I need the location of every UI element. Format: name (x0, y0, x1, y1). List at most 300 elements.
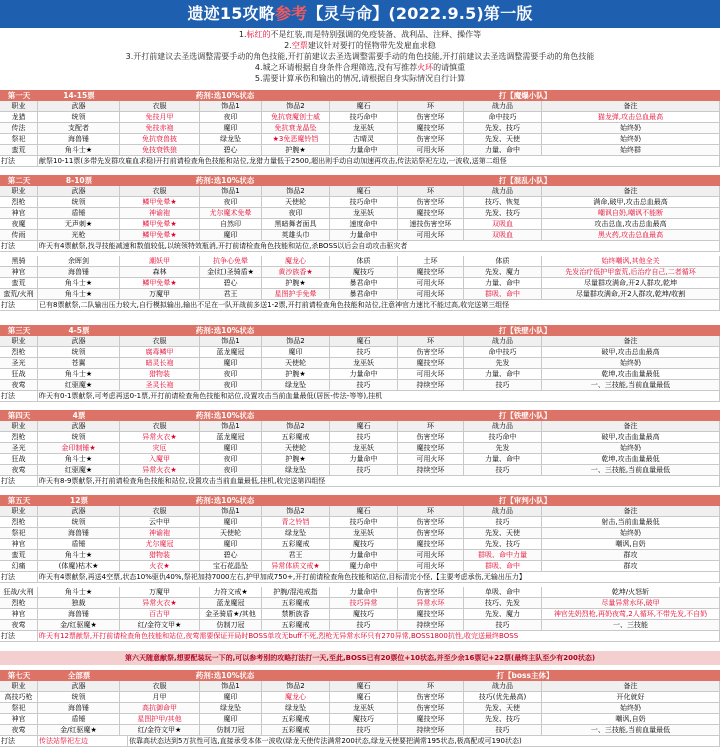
table-cell: 高抗御命甲 (120, 703, 200, 714)
column-header-row (0, 506, 720, 517)
table-row (0, 432, 720, 443)
table-cell: 开化就好 (542, 692, 720, 703)
table-cell: 速度命中 (330, 219, 398, 230)
note-line: 4.城之环请根据自身条件合理筛选,没有写推荐火环的请慎重 (254, 63, 466, 72)
table-cell: 龙巫妖 (330, 528, 398, 539)
table-cell: 先发、天使 (464, 528, 542, 539)
column-header: 饰品1 (200, 186, 262, 197)
table-cell: 神官 (0, 609, 38, 620)
table-cell: 烈枪 (0, 432, 38, 443)
table-cell: 烈枪 (0, 197, 38, 208)
table-cell: 禁断族香 (262, 609, 330, 620)
table-cell: 命中技巧 (464, 347, 542, 358)
table-cell: 魔印 (200, 123, 262, 134)
column-header: 职业 (0, 186, 38, 197)
table-cell: 技巧 (464, 465, 542, 476)
table-cell: 神谕袍 (120, 208, 200, 219)
column-header: 衣服 (120, 681, 200, 692)
tactic-label: 打法 (0, 631, 38, 642)
column-header: 战力品 (464, 506, 542, 517)
table-cell: 五彩魔戒 (262, 620, 330, 631)
day-header-cell: 14-15票 (63, 91, 95, 100)
day-section (0, 410, 720, 487)
table-cell: 一、三技能,当前血量最低 (542, 725, 720, 736)
table-row (0, 358, 720, 369)
table-row (0, 550, 720, 561)
table-cell: 狂战/火刑 (0, 587, 38, 598)
table-cell: 天使轮 (200, 528, 262, 539)
table-cell: 角斗士★ (38, 454, 120, 465)
table-cell: 尽量群攻满命,开2人群攻,乾坤 (542, 278, 720, 289)
table-cell: 异常火衣★ (120, 432, 200, 443)
table-cell: 夜印 (200, 380, 262, 391)
day-header-cell: 全部票 (67, 671, 91, 680)
column-header: 武器 (38, 506, 120, 517)
tactic-label: 打法 (0, 476, 38, 487)
table-cell: 魔技巧 (330, 267, 398, 278)
column-header: 备注 (542, 186, 720, 197)
day-header-cell: 8-10票 (65, 176, 93, 185)
table-cell: 夜印 (200, 369, 262, 380)
day-header-cell: 打【铁壁小队】 (498, 411, 552, 420)
table-cell: 始终群 (542, 145, 720, 156)
table-cell: 破甲,攻击血量最高 (542, 432, 720, 443)
tactic-text: 昨天有12票献祭,开打前请检查角色技能和站位,夜莺需要保证开局时BOSS单攻无buff不死,烈枪无异常水环只有270异常,BOSS1800抗性,收完送最终BOSS (38, 631, 720, 642)
table-cell: 角斗士★ (38, 145, 120, 156)
table-row (0, 197, 720, 208)
table-row (0, 123, 720, 134)
table-cell: 魔技空环 (398, 714, 464, 725)
table-cell: 始终奶 (542, 358, 720, 369)
column-header: 武器 (38, 421, 120, 432)
table-cell: 嘲讽,自奶 (542, 539, 720, 550)
table-cell: 伤害空环 (398, 587, 464, 598)
column-header-row (0, 186, 720, 197)
table-row (0, 598, 720, 609)
day-header-cell: 打【boss主体】 (496, 671, 554, 680)
table-cell: 红/金符文甲★ (120, 620, 200, 631)
table-cell: 猫龙弹,攻击总血最高 (542, 112, 720, 123)
note-line: 2.空票建议针对要打的怪物带先发雇血求稳 (284, 41, 436, 50)
day-header-cell: 打【审判小队】 (498, 496, 552, 505)
day-header-cell: 第三天 (7, 326, 31, 335)
table-cell: 圣光 (0, 443, 38, 454)
column-header: 衣服 (120, 421, 200, 432)
day-header (0, 670, 720, 681)
table-cell: 海兽锤 (38, 267, 120, 278)
table-cell: 星图护手免晕 (262, 289, 330, 300)
table-cell: 天使轮 (262, 197, 330, 208)
table-cell: 技巧 (330, 725, 398, 736)
table-cell: 无声刺★ (38, 219, 120, 230)
table-cell: 异常水环 (398, 598, 464, 609)
table-cell: 海兽锤 (38, 134, 120, 145)
table-cell: 先发 (464, 358, 542, 369)
table-cell: 魔技空环 (398, 208, 464, 219)
day-header-cell: 打【混乱小队】 (498, 176, 552, 185)
table-cell: 力量命中 (330, 587, 398, 598)
table-cell: 金/红驱魔★ (38, 725, 120, 736)
table-cell: 始终嘲讽,其他全关 (542, 256, 720, 267)
table-cell: 命中技巧 (464, 112, 542, 123)
table-cell: 蓝龙魔冠 (200, 432, 262, 443)
table-cell: 群吸、命中力量 (464, 550, 542, 561)
column-header: 魔石 (330, 506, 398, 517)
table-cell: 可用火环 (398, 369, 464, 380)
table-cell: 角斗士★ (38, 550, 120, 561)
table-cell: 绿龙坠 (262, 465, 330, 476)
column-header-row (0, 101, 720, 112)
table-cell: 先发、天使 (464, 703, 542, 714)
tactic-label: 打法 (0, 156, 38, 167)
table-cell: 伤害空环 (398, 703, 464, 714)
table-cell: 角斗士★ (38, 278, 120, 289)
table-cell: 红/金符文甲★ (120, 725, 200, 736)
table-cell: 力符文戒★ (200, 587, 262, 598)
table-row (0, 289, 720, 300)
column-header: 衣服 (120, 186, 200, 197)
table-cell: 统领 (38, 517, 120, 528)
table-row (0, 145, 720, 156)
table-cell: 始终奶 (542, 123, 720, 134)
table-cell: 英雄头巾 (262, 230, 330, 241)
table-row (0, 256, 720, 267)
table-cell: 龙巫妖 (330, 703, 398, 714)
notes-block (0, 29, 720, 87)
column-header: 饰品2 (262, 421, 330, 432)
table-cell: 海兽锤 (38, 609, 120, 620)
day-header (0, 495, 720, 506)
table-row (0, 230, 720, 241)
table-cell: 可用火环 (398, 289, 464, 300)
table-cell: 可用火环 (398, 561, 464, 572)
table-cell: 五彩魔戒 (262, 714, 330, 725)
table-cell: 独裁 (38, 598, 120, 609)
table-cell: 统领 (38, 692, 120, 703)
column-header: 饰品1 (200, 336, 262, 347)
table-cell: 夜魔 (0, 219, 38, 230)
tactic-label: 打法 (0, 572, 38, 583)
table-cell: 护腕★ (262, 278, 330, 289)
table-cell: 单吸、命中 (464, 587, 542, 598)
table-cell: 技巧异常 (330, 598, 398, 609)
table-cell: 绿龙坠 (262, 703, 330, 714)
day-header-cell: 12票 (70, 496, 88, 505)
table-cell: 夜莺 (0, 465, 38, 476)
table-cell: 鳞甲免晕★ (120, 230, 200, 241)
table-cell: 尽量群攻满命,开2人群攻,乾坤/收割 (542, 289, 720, 300)
table-cell: 龙巫妖 (330, 358, 398, 369)
column-header: 魔石 (330, 186, 398, 197)
table-cell: 猎物装 (120, 369, 200, 380)
table-row (0, 443, 720, 454)
table-cell: 角斗士★ (38, 587, 120, 598)
table-cell: 统领 (38, 347, 120, 358)
table-cell: 蓝龙魔冠 (200, 347, 262, 358)
table-cell: 群吸、命中 (464, 289, 542, 300)
table-cell: 神谕袍 (120, 528, 200, 539)
day6-banner: 第六天随意献祭,想要配装玩一下的,可以参考别的攻略打法打一天,至此,BOSS已有20票位+10状态,并至少余16票记+22票(最终主队至少有200状态) (0, 651, 720, 665)
column-header: 环 (398, 681, 464, 692)
table-cell: 护腕★ (262, 369, 330, 380)
table-cell: 技巧(优先最高) (464, 692, 542, 703)
tactic-row (0, 476, 720, 487)
table-cell: 龙巫妖 (330, 208, 398, 219)
table-cell: 技巧、先发 (464, 598, 542, 609)
table-cell: 乾坤,攻击血量最低 (542, 369, 720, 380)
table-cell: 免抗衰兽披 (120, 134, 200, 145)
column-header: 饰品2 (262, 186, 330, 197)
column-header: 饰品2 (262, 506, 330, 517)
column-header: 武器 (38, 101, 120, 112)
table-cell: 乾坤,攻击血量最低 (542, 454, 720, 465)
table-cell: 魔技空环 (398, 443, 464, 454)
table-cell: 入魔甲 (120, 454, 200, 465)
table-cell: 夜莺 (0, 620, 38, 631)
table-cell: 金/红驱魔★ (38, 620, 120, 631)
table-cell: 技巧 (330, 347, 398, 358)
table-cell: 潮妖甲 (120, 256, 200, 267)
column-header: 备注 (542, 506, 720, 517)
table-cell: 盾锤 (38, 714, 120, 725)
title-sub: 【灵与命】(2022.9.5)第一版 (307, 4, 533, 23)
table-cell: 一、三技能,当前血量最低 (542, 380, 720, 391)
table-cell: 伤害空环 (398, 134, 464, 145)
column-header: 武器 (38, 186, 120, 197)
table-cell: 君王 (200, 289, 262, 300)
tactic-label: 打法 (0, 391, 38, 402)
column-header: 职业 (0, 101, 38, 112)
column-header: 饰品1 (200, 506, 262, 517)
column-header: 饰品2 (262, 336, 330, 347)
table-cell: 腐毒鳞甲 (120, 347, 200, 358)
column-header: 备注 (542, 421, 720, 432)
column-header: 环 (398, 421, 464, 432)
column-header: 职业 (0, 421, 38, 432)
table-cell: 古晴灵 (330, 134, 398, 145)
tactic-row (0, 631, 720, 642)
table-cell: 夜印 (200, 197, 262, 208)
table-cell: 先发、天使 (464, 134, 542, 145)
day-header (0, 410, 720, 421)
tactic-text: 已有8票献祭,二队输出压力较大,自行模拟输出,输出不足在一队开战前多送1-2票,开打前请检查角色技能和站位,注意神官力速比不能过高,收完送第三组怪 (38, 300, 720, 311)
table-cell: 祭祀 (0, 134, 38, 145)
table-cell: 云中甲 (120, 517, 200, 528)
table-cell: 护腕★ (262, 145, 330, 156)
table-cell: 护腕/混沌戒指 (262, 587, 330, 598)
table-cell: 先发、技巧 (464, 123, 542, 134)
table-cell: 始终奶 (542, 703, 720, 714)
table-cell: 技巧命中 (464, 432, 542, 443)
table-cell: 技巧、恢复 (464, 197, 542, 208)
table-cell: 持续空环 (398, 465, 464, 476)
table-cell: 鳞甲免晕★ (120, 278, 200, 289)
column-header: 衣服 (120, 336, 200, 347)
column-header: 魔石 (330, 336, 398, 347)
column-header: 职业 (0, 336, 38, 347)
table-cell: 鳞甲免晕★ (120, 197, 200, 208)
table-cell: 抗争心免晕 (200, 256, 262, 267)
column-header: 环 (398, 506, 464, 517)
table-cell: 烈枪 (0, 598, 38, 609)
column-header: 饰品2 (262, 101, 330, 112)
table-cell: 可用火环 (398, 145, 464, 156)
table-cell: 传法 (0, 123, 38, 134)
table-cell: 夜莺 (0, 725, 38, 736)
table-row (0, 609, 720, 620)
day-section (0, 90, 720, 167)
table-row (0, 620, 720, 631)
table-cell: 先发、技巧 (464, 714, 542, 725)
table-cell: 自然印 (200, 219, 262, 230)
table-cell: 夜莺 (0, 380, 38, 391)
table-cell: 力量、命中 (464, 369, 542, 380)
table-cell: 蛮荒 (0, 550, 38, 561)
table-cell: 夜印 (262, 208, 330, 219)
table-cell: 魔印 (200, 517, 262, 528)
tactic-text: 传法站祭祀左边 (38, 736, 128, 747)
table-cell: 圣灵长袍 (120, 380, 200, 391)
table-cell: 伤害空环 (398, 432, 464, 443)
table-row (0, 587, 720, 598)
table-row (0, 208, 720, 219)
tactic-label: 打法 (0, 300, 38, 311)
column-header: 战力品 (464, 421, 542, 432)
day-section (0, 325, 720, 402)
tactic-text: 昨天有4票献祭,找寻技能减速和数值较低,以统领特效瓶消,开打前请检查角色技能和站位,杀BOSS以后会自动攻击驱灾者 (38, 241, 720, 252)
column-header: 饰品1 (200, 681, 262, 692)
tactic-text: 献祭10-11票(多带先发群攻雇血求稳)开打前请检查角色技能和站位,龙猎力量低于2500,超出则手动自动加速再攻击,传法站祭祀左边,一波收,送第二组怪 (38, 156, 720, 167)
table-cell: 蛮荒 (0, 145, 38, 156)
table-row (0, 465, 720, 476)
table-cell: 射击,当前血量最低 (542, 517, 720, 528)
table-cell: 猎物装 (120, 550, 200, 561)
table-cell: 森林 (120, 267, 200, 278)
column-header: 饰品1 (200, 421, 262, 432)
table-row (0, 528, 720, 539)
table-cell: 魔印 (200, 714, 262, 725)
table-cell: 持续空环 (398, 725, 464, 736)
table-cell: 土环 (398, 256, 464, 267)
table-cell: 角斗士★ (38, 369, 120, 380)
table-cell: 统领 (38, 112, 120, 123)
day-header (0, 90, 720, 101)
table-cell: 先发、技巧 (464, 208, 542, 219)
table-cell: 仿制刀冠 (200, 620, 262, 631)
table-cell: 伤害空环 (398, 112, 464, 123)
table-cell: 绿龙坠 (200, 703, 262, 714)
table-row (0, 714, 720, 725)
table-cell: 统领 (38, 197, 120, 208)
column-header: 职业 (0, 681, 38, 692)
table-cell: 力量、命中 (464, 454, 542, 465)
column-header: 衣服 (120, 101, 200, 112)
table-cell: 暗灵长袍 (120, 358, 200, 369)
table-cell: 魔龙心 (262, 256, 330, 267)
table-cell: 乾坤/火怒斩 (542, 587, 720, 598)
table-cell: 先发治疗低护甲蛮荒,后治疗自己,二者循环 (542, 267, 720, 278)
table-cell: 金(红)圣骑盾★ (200, 267, 262, 278)
table-cell: 魔印 (200, 443, 262, 454)
table-row (0, 692, 720, 703)
table-cell: 红驱魔★ (38, 380, 120, 391)
table-cell: 魔技巧 (330, 609, 398, 620)
table-row (0, 517, 720, 528)
table-cell: 伤害空环 (398, 347, 464, 358)
table-cell: 持续空环 (398, 380, 464, 391)
table-row (0, 539, 720, 550)
day-section (0, 495, 720, 642)
column-header: 环 (398, 336, 464, 347)
table-cell: 碧心 (200, 278, 262, 289)
table-cell: 技巧 (330, 620, 398, 631)
table-cell: 始终奶 (542, 528, 720, 539)
table-cell: 祭祀 (0, 703, 38, 714)
table-cell: 宝石花晶坠 (200, 561, 262, 572)
column-header: 武器 (38, 681, 120, 692)
column-header: 环 (398, 101, 464, 112)
table-cell: 碧心 (200, 145, 262, 156)
table-cell: 技巧 (464, 380, 542, 391)
column-header: 魔石 (330, 681, 398, 692)
column-header: 战力品 (464, 681, 542, 692)
table-cell: 五彩魔戒 (262, 598, 330, 609)
day-header-cell: 第一天 (7, 91, 31, 100)
table-cell: 君王 (262, 550, 330, 561)
column-header-row (0, 336, 720, 347)
table-cell: 双吸血 (464, 219, 542, 230)
table-cell: 万魔甲 (120, 289, 200, 300)
table-cell: 技巧命中 (330, 197, 398, 208)
table-cell: 伤害空环 (398, 197, 464, 208)
table-cell: 百古甲 (120, 609, 200, 620)
column-header: 饰品1 (200, 101, 262, 112)
table-cell: 魔印 (200, 230, 262, 241)
table-cell: 技巧命中 (330, 112, 398, 123)
table-cell: 力量、命中 (464, 145, 542, 156)
table-cell: 一、三技能 (542, 620, 720, 631)
table-cell: 始终奶 (542, 134, 720, 145)
table-cell: 黄沙族香★ (262, 267, 330, 278)
table-cell: 五彩魔戒 (262, 725, 330, 736)
table-cell: 狂战 (0, 369, 38, 380)
table-cell: 群攻 (542, 550, 720, 561)
table-cell: 灾厄 (120, 443, 200, 454)
table-cell: 魔印 (200, 358, 262, 369)
table-cell: 技巧 (330, 465, 398, 476)
table-cell: 先发、技巧 (464, 539, 542, 550)
table-cell: 神官 (0, 539, 38, 550)
column-header: 衣服 (120, 506, 200, 517)
column-header: 备注 (542, 336, 720, 347)
table-cell: 余晖剑 (38, 256, 120, 267)
table-cell: 护腕★ (262, 454, 330, 465)
tactic-text: 昨天有0-1票献祭,可考虑再送0-1票,开打前请检查角色技能和站位,设置攻击当前血量最低(居医-传法-等等),挂机 (38, 391, 720, 402)
table-cell: 火衣★ (120, 561, 200, 572)
table-cell: 天使轮 (262, 358, 330, 369)
day-header-cell: 4-5票 (68, 326, 90, 335)
tactic-label: 打法 (0, 736, 38, 747)
table-row (0, 454, 720, 465)
table-cell: 免抗衰魔创士威 (262, 112, 330, 123)
table-cell: 绿龙坠 (262, 528, 330, 539)
table-cell: 金印制锤★ (38, 443, 120, 454)
table-cell: 异常火衣★ (120, 598, 200, 609)
table-cell: 攻击总血,攻击总血最高 (542, 219, 720, 230)
table-row (0, 347, 720, 358)
table-cell: 持续空环 (398, 620, 464, 631)
table-cell: 异常体质文戒★ (262, 561, 330, 572)
